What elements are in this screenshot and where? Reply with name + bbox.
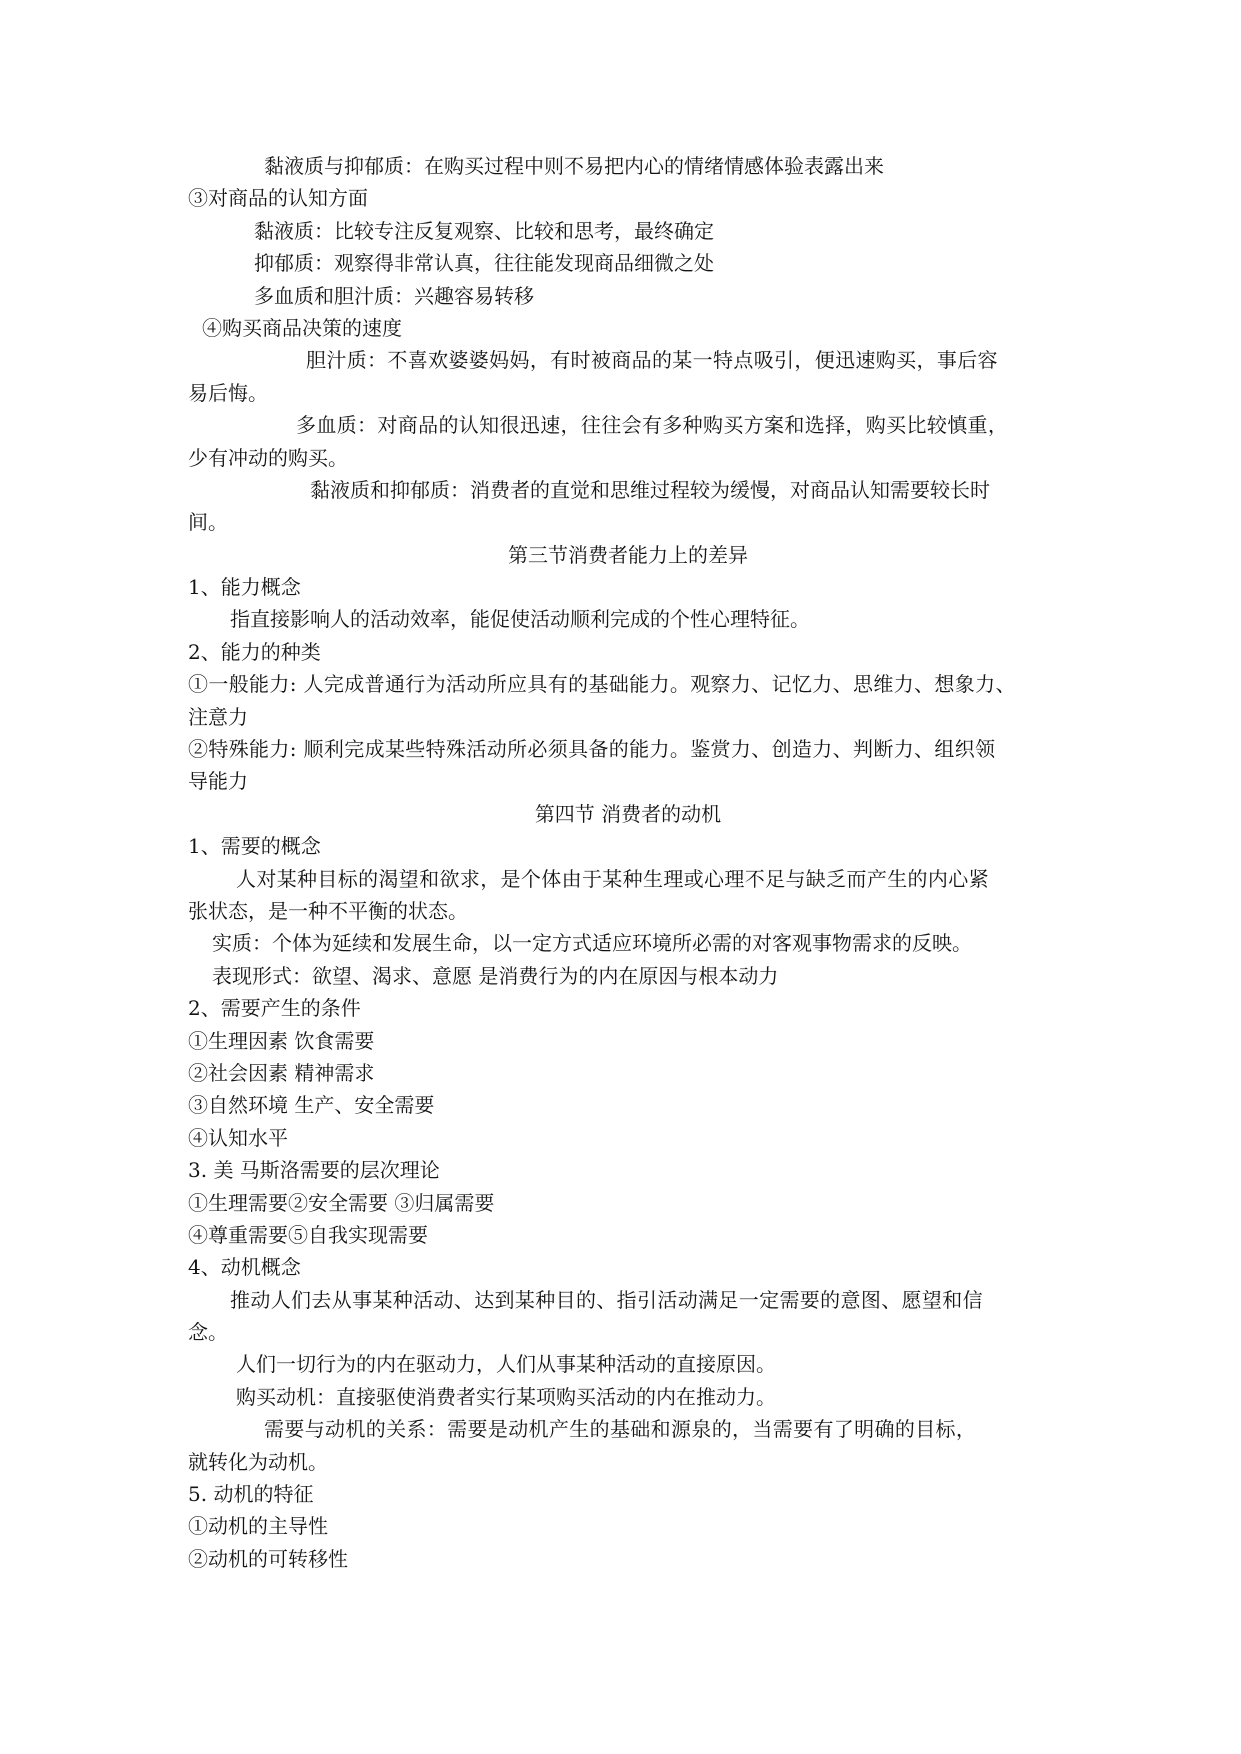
list-item: ③自然环境 生产、安全需要 — [188, 1093, 435, 1118]
list-item: ②动机的可转移性 — [188, 1546, 348, 1571]
text-line: 张状态，是一种不平衡的状态。 — [188, 898, 468, 923]
list-item: ①生理需要②安全需要 ③归属需要 — [188, 1190, 495, 1215]
list-item: ④认知水平 — [188, 1125, 288, 1150]
text-line: 购买动机：直接驱使消费者实行某项购买活动的内在推动力。 — [236, 1384, 776, 1409]
text-line: 表现形式：欲望、渴求、意愿 是消费行为的内在原因与根本动力 — [212, 963, 779, 988]
text-line: 抑郁质：观察得非常认真，往往能发现商品细微之处 — [254, 251, 714, 276]
text-line: 少有冲动的购买。 — [188, 445, 348, 470]
text-line: 人对某种目标的渴望和欲求，是个体由于某种生理或心理不足与缺乏而产生的内心紧 — [236, 866, 989, 891]
text-line: 念。 — [188, 1320, 228, 1345]
text-line: ②特殊能力: 顺利完成某些特殊活动所必须具备的能力。鉴赏力、创造力、判断力、组织领 — [188, 737, 996, 762]
list-item: ①生理因素 饮食需要 — [188, 1028, 375, 1053]
list-item: ②社会因素 精神需求 — [188, 1060, 375, 1085]
section-heading: 第三节消费者能力上的差异 — [508, 542, 748, 567]
text-line: 注意力 — [188, 704, 248, 729]
subheading: 1、需要的概念 — [188, 834, 321, 859]
text-line: 推动人们去从事某种活动、达到某种目的、指引活动满足一定需要的意图、愿望和信 — [230, 1287, 983, 1312]
text-line: 间。 — [188, 510, 228, 535]
subheading: 1、能力概念 — [188, 575, 301, 600]
subheading: 2、能力的种类 — [188, 639, 321, 664]
text-line: 多血质和胆汁质：兴趣容易转移 — [254, 283, 534, 308]
text-column — [188, 150, 1068, 1575]
text-line: 胆汁质：不喜欢婆婆妈妈，有时被商品的某一特点吸引，便迅速购买，事后容 — [306, 348, 998, 373]
text-line: 易后悔。 — [188, 380, 268, 405]
subheading: ③对商品的认知方面 — [188, 186, 368, 211]
text-line: ①一般能力: 人完成普通行为活动所应具有的基础能力。观察力、记忆力、思维力、想象力、 — [188, 672, 1016, 697]
text-line: 黏液质与抑郁质：在购买过程中则不易把内心的情绪情感体验表露出来 — [264, 154, 884, 178]
subheading: ④购买商品决策的速度 — [202, 315, 402, 340]
text-line: 需要与动机的关系：需要是动机产生的基础和源泉的，当需要有了明确的目标， — [264, 1417, 977, 1442]
subheading: 2、需要产生的条件 — [188, 996, 361, 1021]
list-item: ①动机的主导性 — [188, 1514, 328, 1539]
subheading: 5. 动机的特征 — [188, 1482, 314, 1507]
text-line: 实质：个体为延续和发展生命，以一定方式适应环境所必需的对客观事物需求的反映。 — [212, 931, 972, 956]
text-line: 黏液质和抑郁质：消费者的直觉和思维过程较为缓慢，对商品认知需要较长时 — [310, 477, 990, 502]
text-line: 多血质：对商品的认知很迅速，往往会有多种购买方案和选择，购买比较慎重， — [296, 413, 1009, 438]
text-line: 导能力 — [188, 769, 248, 794]
list-item: ④尊重需要⑤自我实现需要 — [188, 1222, 428, 1247]
text-line: 人们一切行为的内在驱动力，人们从事某种活动的直接原因。 — [236, 1352, 776, 1377]
subheading: 4、动机概念 — [188, 1255, 301, 1280]
section-heading: 第四节 消费者的动机 — [534, 801, 722, 826]
text-line: 黏液质：比较专注反复观察、比较和思考，最终确定 — [254, 218, 714, 243]
subheading: 3. 美 马斯洛需要的层次理论 — [188, 1158, 440, 1183]
text-line: 指直接影响人的活动效率，能促使活动顺利完成的个性心理特征。 — [230, 607, 810, 632]
text-line: 就转化为动机。 — [188, 1449, 328, 1474]
